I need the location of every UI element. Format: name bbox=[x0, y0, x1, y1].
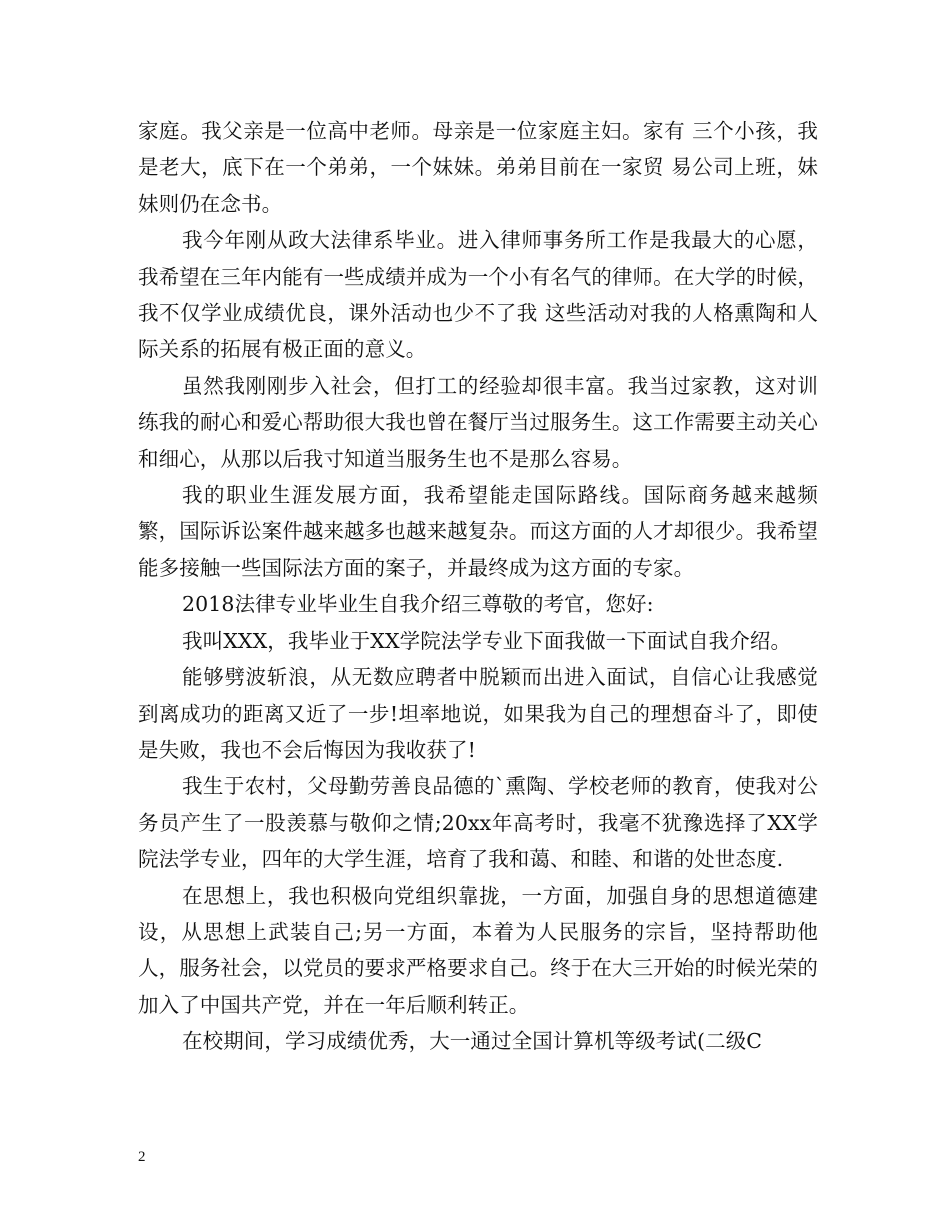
page-number: 2 bbox=[138, 1149, 146, 1165]
body-text bbox=[138, 113, 818, 1060]
paragraph: 我今年刚从政大法律系毕业。进入律师事务所工作是我最大的心愿，我希望在三年内能有一些成绩并成为一个小有名气的律师。在大学的时候，我不仅学业成绩优良，课外活动也少不了我 这些活动对我的人格熏陶和人际关系的拓展有极正面的意义。 bbox=[138, 228, 818, 362]
paragraph: 在思想上，我也积极向党组织靠拢，一方面，加强自身的思想道德建设，从思想上武装自己;另一方面，本着为人民服务的宗旨，坚持帮助他人，服务社会，以党员的要求严格要求自己。终于在大三开始的时候光荣的加入了中国共产党，并在一年后顺利转正。 bbox=[138, 883, 818, 1017]
paragraph: 我的职业生涯发展方面，我希望能走国际路线。国际商务越来越频繁，国际诉讼案件越来越多也越来越复杂。而这方面的人才却很少。我希望能多接触一些国际法方面的案子，并最终成为这方面的专家。 bbox=[138, 483, 818, 580]
paragraph: 我生于农村，父母勤劳善良品德的`熏陶、学校老师的教育，使我对公务员产生了一股羡慕与敬仰之情;20xx年高考时，我毫不犹豫选择了XX学院法学专业，四年的大学生涯，培育了我和蔼、和睦、和谐的处世态度. bbox=[138, 774, 818, 872]
paragraph: 在校期间，学习成绩优秀，大一通过全国计算机等级考试(二级C bbox=[182, 1029, 763, 1054]
paragraph: 虽然我刚刚步入社会，但打工的经验却很丰富。我当过家教，这对训练我的耐心和爱心帮助很大我也曾在餐厅当过服务生。这工作需要主动关心和细心，从那以后我寸知道当服务生也不是那么容易。 bbox=[138, 373, 818, 471]
paragraph: 2018法律专业毕业生自我介绍三尊敬的考官，您好: bbox=[182, 592, 654, 617]
paragraph: 我叫XXX，我毕业于XX学院法学专业下面我做一下面试自我介绍。 bbox=[182, 628, 792, 653]
paragraph: 家庭。我父亲是一位高中老师。母亲是一位家庭主妇。家有 三个小孩，我是老大，底下在一个弟弟，一个妹妹。弟弟目前在一家贸 易公司上班，妹妹则仍在念书。 bbox=[138, 119, 818, 216]
paragraph: 能够劈波斩浪，从无数应聘者中脱颖而出进入面试，自信心让我感觉到离成功的距离又近了一步!坦率地说，如果我为自己的理想奋斗了，即使是失败，我也不会后悔因为我收获了! bbox=[138, 665, 818, 762]
